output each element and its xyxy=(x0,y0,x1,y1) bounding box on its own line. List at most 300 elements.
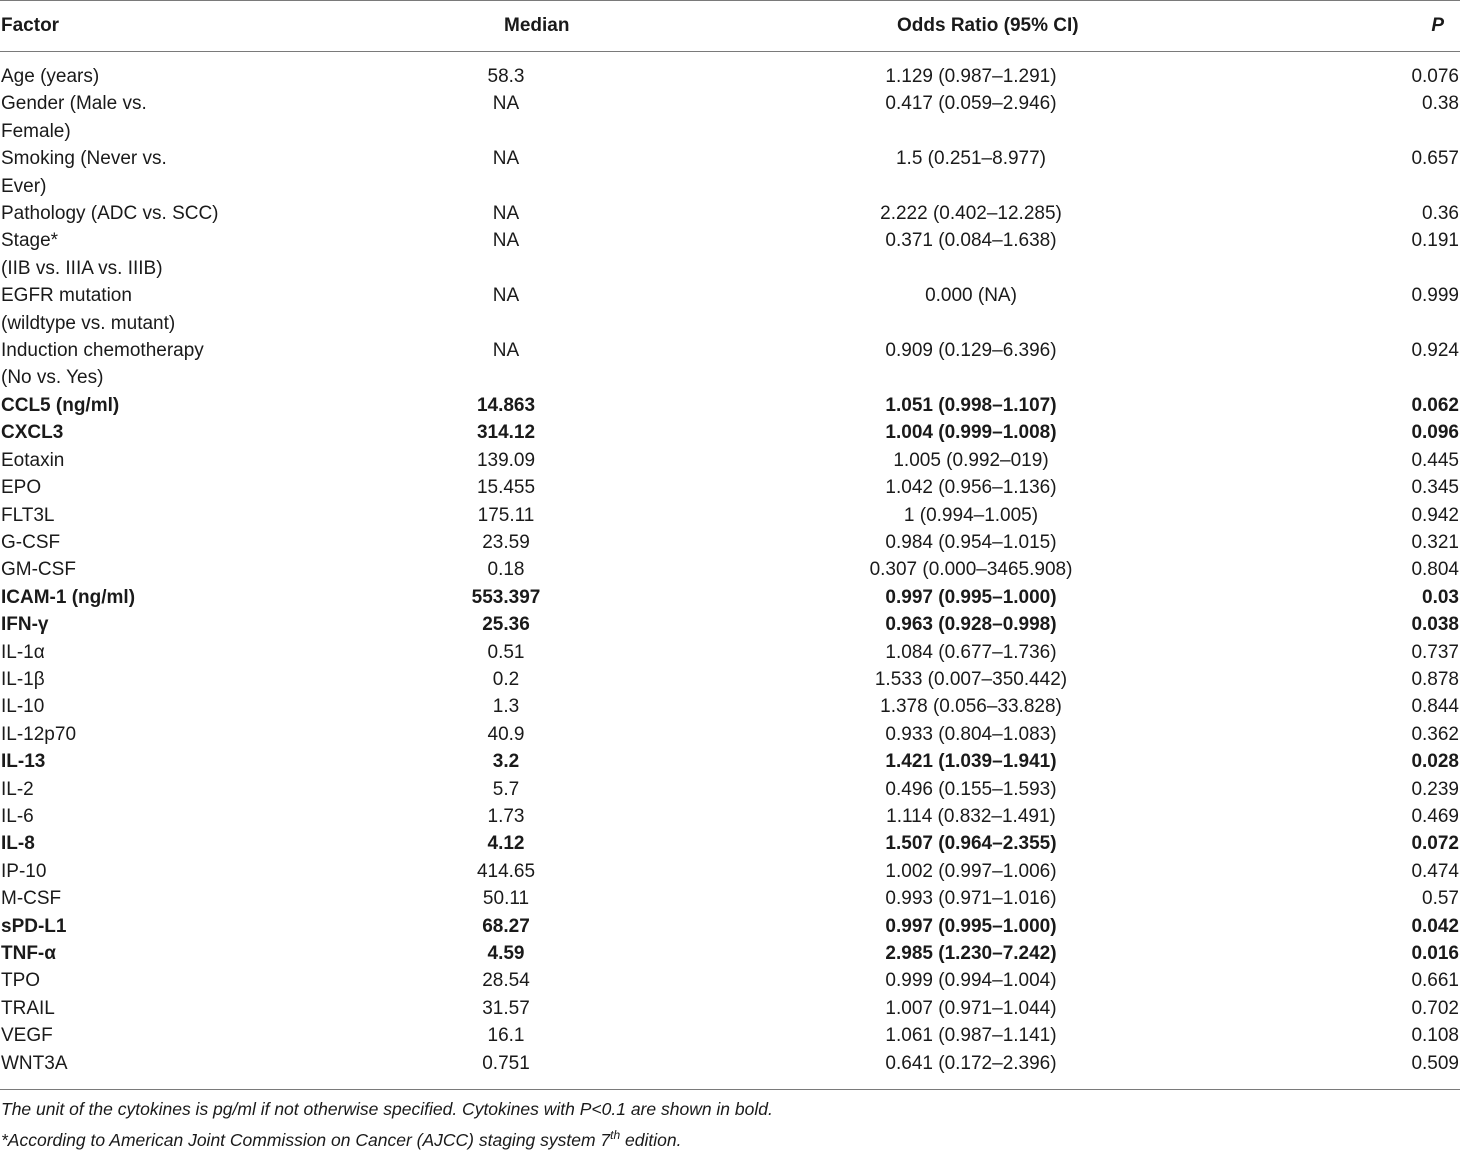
cell-p-value xyxy=(1185,913,1460,940)
cell-factor xyxy=(0,52,280,91)
cell-factor-text: IL-6 xyxy=(1,805,34,827)
table-row xyxy=(0,447,1460,474)
cell-median-text: NA xyxy=(492,285,520,307)
cell-factor xyxy=(0,693,280,720)
cell-odds-ratio-text: 0.997 (0.995–1.000) xyxy=(885,586,1057,608)
cell-odds-ratio xyxy=(800,776,1185,803)
cell-median xyxy=(280,639,800,666)
cell-median-text: 553.397 xyxy=(471,586,541,608)
cell-p-value-text: 0.062 xyxy=(1411,394,1459,416)
table-row xyxy=(0,776,1460,803)
cell-p-value xyxy=(1185,118,1460,145)
cell-factor-text: WNT3A xyxy=(1,1052,68,1074)
cell-median-text: 28.54 xyxy=(482,970,530,992)
cell-factor xyxy=(0,392,280,419)
cell-p-value xyxy=(1185,721,1460,748)
table-row xyxy=(0,858,1460,885)
cell-p-value xyxy=(1185,502,1460,529)
cell-p-value xyxy=(1185,337,1460,364)
cell-odds-ratio xyxy=(800,337,1185,364)
cell-factor xyxy=(0,913,280,940)
cell-p-value xyxy=(1185,447,1460,474)
cell-odds-ratio-text: 0.933 (0.804–1.083) xyxy=(885,723,1057,745)
cell-median-text: 15.455 xyxy=(476,477,536,499)
cell-p-value-text: 0.445 xyxy=(1411,449,1459,471)
cell-p-value xyxy=(1185,639,1460,666)
cell-odds-ratio-text: 1 (0.994–1.005) xyxy=(903,504,1039,526)
cell-median xyxy=(280,666,800,693)
cell-median xyxy=(280,967,800,994)
cell-p-value xyxy=(1185,419,1460,446)
cell-factor xyxy=(0,940,280,967)
table-row xyxy=(0,255,1460,282)
cell-odds-ratio-text: 1.004 (0.999–1.008) xyxy=(885,422,1057,444)
cell-odds-ratio-text: 1.005 (0.992–019) xyxy=(893,449,1049,471)
cell-odds-ratio-text: 0.999 (0.994–1.004) xyxy=(885,970,1057,992)
table-row xyxy=(0,310,1460,337)
cell-p-value-text: 0.999 xyxy=(1411,285,1459,307)
cell-median xyxy=(280,255,800,282)
cell-factor-text: G-CSF xyxy=(1,531,61,553)
cell-factor-text: Female) xyxy=(1,120,71,142)
cell-median xyxy=(280,885,800,912)
cell-p-value xyxy=(1185,967,1460,994)
table-row xyxy=(0,227,1460,254)
cell-factor-text: IL-10 xyxy=(1,696,45,718)
cell-p-value xyxy=(1185,255,1460,282)
cell-median-text: 68.27 xyxy=(482,915,530,937)
cell-factor-text: Stage* xyxy=(1,230,59,252)
cell-odds-ratio-text: 1.051 (0.998–1.107) xyxy=(885,394,1057,416)
cell-odds-ratio-text: 1.5 (0.251–8.977) xyxy=(895,148,1047,170)
cell-median-text: NA xyxy=(492,93,520,115)
cell-factor xyxy=(0,255,280,282)
cell-p-value xyxy=(1185,776,1460,803)
cell-median xyxy=(280,776,800,803)
table-row xyxy=(0,118,1460,145)
cell-median xyxy=(280,227,800,254)
cell-p-value-text: 0.076 xyxy=(1411,66,1459,87)
table-row xyxy=(0,173,1460,200)
cell-p-value-text: 0.321 xyxy=(1411,531,1459,553)
cell-factor xyxy=(0,364,280,391)
cell-median xyxy=(280,52,800,91)
cell-factor xyxy=(0,90,280,117)
cell-p-value xyxy=(1185,885,1460,912)
cell-p-value xyxy=(1185,830,1460,857)
cell-odds-ratio xyxy=(800,556,1185,583)
cell-factor-text: IL-13 xyxy=(1,751,46,773)
table-body xyxy=(0,52,1460,1078)
cell-median xyxy=(280,556,800,583)
cell-median-text: 0.18 xyxy=(487,559,525,581)
table-row xyxy=(0,913,1460,940)
cell-factor-text: IL-8 xyxy=(1,833,35,855)
cell-median-text: 25.36 xyxy=(482,614,530,636)
cell-median-text: 3.2 xyxy=(492,751,520,773)
cell-p-value xyxy=(1185,1050,1460,1077)
cell-median xyxy=(280,529,800,556)
cell-p-value xyxy=(1185,227,1460,254)
cell-odds-ratio xyxy=(800,721,1185,748)
cell-p-value xyxy=(1185,364,1460,391)
cell-factor-text: IL-12p70 xyxy=(1,723,77,745)
cell-median-text: NA xyxy=(492,203,520,225)
table-row xyxy=(0,364,1460,391)
cell-p-value-text: 0.474 xyxy=(1411,860,1459,882)
cell-factor-text: (No vs. Yes) xyxy=(1,367,104,389)
cell-median xyxy=(280,693,800,720)
cell-odds-ratio-text: 0.417 (0.059–2.946) xyxy=(885,93,1057,115)
cell-median-text: NA xyxy=(492,340,520,362)
cell-median xyxy=(280,337,800,364)
cell-factor xyxy=(0,1022,280,1049)
cell-factor-text: CCL5 (ng/ml) xyxy=(1,394,120,416)
cell-odds-ratio-text: 2.222 (0.402–12.285) xyxy=(880,203,1062,225)
cell-odds-ratio xyxy=(800,502,1185,529)
cell-factor-text: Induction chemotherapy xyxy=(1,340,204,362)
cell-factor xyxy=(0,556,280,583)
cell-median xyxy=(280,995,800,1022)
cell-median-text: NA xyxy=(492,148,520,170)
cell-p-value-text: 0.108 xyxy=(1411,1025,1459,1047)
cell-p-value-text: 0.016 xyxy=(1411,943,1459,964)
cell-median-text: 4.12 xyxy=(487,833,525,855)
cell-odds-ratio xyxy=(800,611,1185,638)
header-median: Median xyxy=(280,1,800,52)
cell-median xyxy=(280,474,800,501)
cell-odds-ratio-text: 1.378 (0.056–33.828) xyxy=(880,696,1062,718)
cell-odds-ratio-text: 2.985 (1.230–7.242) xyxy=(885,943,1057,964)
cell-median-text: 16.1 xyxy=(487,1025,525,1047)
cell-factor xyxy=(0,502,280,529)
cell-odds-ratio xyxy=(800,584,1185,611)
cell-factor-text: Smoking (Never vs. xyxy=(1,148,167,170)
cell-factor xyxy=(0,529,280,556)
cell-odds-ratio xyxy=(800,364,1185,391)
cell-factor-text: IL-1α xyxy=(1,641,45,663)
cell-factor xyxy=(0,1050,280,1077)
cell-odds-ratio xyxy=(800,227,1185,254)
cell-factor xyxy=(0,803,280,830)
cell-median-text: 50.11 xyxy=(482,888,530,910)
cell-p-value-text: 0.36 xyxy=(1422,203,1459,225)
cell-odds-ratio-text: 0.496 (0.155–1.593) xyxy=(885,778,1057,800)
cell-p-value xyxy=(1185,52,1460,91)
cell-median xyxy=(280,913,800,940)
cell-factor-text: Age (years) xyxy=(1,66,100,87)
cell-p-value-text: 0.57 xyxy=(1422,888,1459,910)
cell-odds-ratio-text: 1.007 (0.971–1.044) xyxy=(885,997,1057,1019)
cell-factor xyxy=(0,419,280,446)
cell-odds-ratio xyxy=(800,529,1185,556)
table-row xyxy=(0,392,1460,419)
cell-odds-ratio xyxy=(800,474,1185,501)
cell-odds-ratio-text: 0.963 (0.928–0.998) xyxy=(885,614,1057,636)
cell-factor xyxy=(0,967,280,994)
cell-median xyxy=(280,173,800,200)
table-row xyxy=(0,721,1460,748)
cell-p-value xyxy=(1185,529,1460,556)
cell-odds-ratio xyxy=(800,173,1185,200)
cell-factor xyxy=(0,830,280,857)
cell-p-value xyxy=(1185,200,1460,227)
cell-median-text: 1.73 xyxy=(487,805,525,827)
cell-p-value xyxy=(1185,474,1460,501)
cell-p-value-text: 0.469 xyxy=(1411,805,1459,827)
cell-median xyxy=(280,940,800,967)
table-row xyxy=(0,502,1460,529)
table-row xyxy=(0,995,1460,1022)
cell-p-value-text: 0.362 xyxy=(1411,723,1459,745)
cell-odds-ratio xyxy=(800,310,1185,337)
cell-factor xyxy=(0,666,280,693)
cell-odds-ratio xyxy=(800,858,1185,885)
cell-median-text: 0.2 xyxy=(492,668,520,690)
cell-p-value-text: 0.844 xyxy=(1411,696,1459,718)
cell-median xyxy=(280,282,800,309)
cell-median-text: 414.65 xyxy=(476,860,536,882)
cell-p-value-text: 0.878 xyxy=(1411,668,1459,690)
cell-odds-ratio xyxy=(800,830,1185,857)
cell-median-text: 14.863 xyxy=(476,394,536,416)
cell-median-text: 314.12 xyxy=(476,422,536,444)
cell-p-value-text: 0.38 xyxy=(1422,93,1459,115)
table-row xyxy=(0,90,1460,117)
cell-p-value-text: 0.03 xyxy=(1422,586,1459,608)
cell-factor xyxy=(0,145,280,172)
cell-factor-text: ICAM-1 (ng/ml) xyxy=(1,586,136,608)
table-row xyxy=(0,639,1460,666)
cell-factor-text: TPO xyxy=(1,970,41,992)
cell-median xyxy=(280,145,800,172)
cell-factor xyxy=(0,611,280,638)
cell-odds-ratio xyxy=(800,995,1185,1022)
cell-factor xyxy=(0,584,280,611)
cell-factor-text: Pathology (ADC vs. SCC) xyxy=(1,203,219,225)
cell-odds-ratio-text: 1.421 (1.039–1.941) xyxy=(885,751,1057,773)
cell-median xyxy=(280,310,800,337)
table-row xyxy=(0,748,1460,775)
cell-factor-text: IL-1β xyxy=(1,668,45,690)
header-p-value: P xyxy=(1185,1,1460,52)
table-row xyxy=(0,666,1460,693)
cell-odds-ratio-text: 1.507 (0.964–2.355) xyxy=(885,833,1057,855)
footnote-ajcc xyxy=(1,1122,681,1154)
cell-odds-ratio-text: 0.984 (0.954–1.015) xyxy=(885,531,1057,553)
cell-p-value xyxy=(1185,145,1460,172)
cell-median-text: 1.3 xyxy=(492,696,520,718)
cell-odds-ratio-text: 1.002 (0.997–1.006) xyxy=(885,860,1057,882)
table-row xyxy=(0,145,1460,172)
cell-median xyxy=(280,200,800,227)
cell-median xyxy=(280,803,800,830)
cell-odds-ratio-text: 0.997 (0.995–1.000) xyxy=(885,915,1057,937)
cell-median-text: 4.59 xyxy=(487,943,525,964)
header-factor: Factor xyxy=(0,1,280,52)
footnote-ajcc-superscript: th xyxy=(610,1128,621,1142)
cell-odds-ratio-text: 0.307 (0.000–3465.908) xyxy=(869,559,1073,581)
cell-factor xyxy=(0,474,280,501)
cell-median xyxy=(280,830,800,857)
cell-odds-ratio xyxy=(800,803,1185,830)
cell-p-value-text: 0.038 xyxy=(1411,614,1459,636)
cell-odds-ratio xyxy=(800,52,1185,91)
cell-factor-text: TRAIL xyxy=(1,997,55,1019)
cell-p-value-text: 0.096 xyxy=(1411,422,1459,444)
cell-p-value-text: 0.737 xyxy=(1411,641,1459,663)
cell-odds-ratio xyxy=(800,90,1185,117)
cell-factor xyxy=(0,310,280,337)
cell-odds-ratio-text: 1.533 (0.007–350.442) xyxy=(874,668,1068,690)
cell-factor-text: M-CSF xyxy=(1,888,62,910)
cell-median-text: 0.51 xyxy=(487,641,525,663)
cell-odds-ratio xyxy=(800,145,1185,172)
table-bottom-rule xyxy=(0,1089,1460,1090)
cell-median-text: NA xyxy=(492,230,520,252)
cell-factor xyxy=(0,447,280,474)
table-row xyxy=(0,803,1460,830)
cell-p-value xyxy=(1185,1022,1460,1049)
cell-median-text: 139.09 xyxy=(476,449,536,471)
cell-p-value xyxy=(1185,748,1460,775)
cell-factor xyxy=(0,858,280,885)
cell-odds-ratio xyxy=(800,282,1185,309)
cell-factor-text: (wildtype vs. mutant) xyxy=(1,312,176,334)
table-row xyxy=(0,1022,1460,1049)
cell-median xyxy=(280,721,800,748)
cell-median xyxy=(280,858,800,885)
cell-median xyxy=(280,502,800,529)
table-row xyxy=(0,967,1460,994)
cell-median xyxy=(280,118,800,145)
cell-factor-text: GM-CSF xyxy=(1,559,76,581)
cell-factor xyxy=(0,995,280,1022)
cell-factor-text: TNF-α xyxy=(1,943,56,964)
header-odds-ratio: Odds Ratio (95% CI) xyxy=(800,1,1185,52)
footnote-ajcc-end: edition. xyxy=(620,1129,682,1150)
cell-odds-ratio xyxy=(800,1022,1185,1049)
cell-p-value-text: 0.239 xyxy=(1411,778,1459,800)
cell-p-value xyxy=(1185,611,1460,638)
cell-factor-text: Gender (Male vs. xyxy=(1,93,147,115)
cell-odds-ratio-text: 0.000 (NA) xyxy=(925,285,1017,307)
table-row xyxy=(0,940,1460,967)
cell-odds-ratio xyxy=(800,885,1185,912)
cell-p-value xyxy=(1185,90,1460,117)
cell-p-value xyxy=(1185,995,1460,1022)
cell-odds-ratio xyxy=(800,748,1185,775)
table-row xyxy=(0,474,1460,501)
cell-factor xyxy=(0,282,280,309)
cell-factor xyxy=(0,885,280,912)
cell-p-value xyxy=(1185,173,1460,200)
cell-median-text: 31.57 xyxy=(482,997,530,1019)
cell-odds-ratio xyxy=(800,255,1185,282)
cell-p-value-text: 0.028 xyxy=(1411,751,1459,773)
cell-factor-text: (IIB vs. IIIA vs. IIIB) xyxy=(1,257,163,279)
cell-odds-ratio xyxy=(800,913,1185,940)
table-row xyxy=(0,282,1460,309)
cell-factor xyxy=(0,748,280,775)
cell-factor xyxy=(0,227,280,254)
cell-p-value xyxy=(1185,310,1460,337)
table-row xyxy=(0,556,1460,583)
cell-factor-text: IL-2 xyxy=(1,778,34,800)
cell-odds-ratio-text: 0.909 (0.129–6.396) xyxy=(885,340,1057,362)
cell-p-value-text: 0.042 xyxy=(1411,915,1459,937)
cell-p-value xyxy=(1185,282,1460,309)
table-row xyxy=(0,1050,1460,1077)
cell-odds-ratio-text: 1.114 (0.832–1.491) xyxy=(886,805,1056,827)
cell-odds-ratio-text: 1.061 (0.987–1.141) xyxy=(885,1025,1057,1047)
cell-median-text: 175.11 xyxy=(477,504,535,526)
cell-p-value xyxy=(1185,693,1460,720)
table-row xyxy=(0,200,1460,227)
table-row xyxy=(0,529,1460,556)
cell-odds-ratio xyxy=(800,392,1185,419)
cell-p-value-text: 0.804 xyxy=(1411,559,1459,581)
cell-factor-text: Ever) xyxy=(1,175,47,197)
cell-median xyxy=(280,611,800,638)
cell-p-value-text: 0.509 xyxy=(1411,1052,1459,1074)
footnote-units: The unit of the cytokines is pg/ml if not otherwise specified. Cytokines with P<0.1 are shown in bold. xyxy=(1,1099,773,1119)
cell-odds-ratio xyxy=(800,967,1185,994)
cell-median xyxy=(280,419,800,446)
cell-p-value-text: 0.702 xyxy=(1411,997,1459,1019)
table-row xyxy=(0,885,1460,912)
cell-odds-ratio-text: 0.993 (0.971–1.016) xyxy=(885,888,1057,910)
table-row xyxy=(0,52,1460,91)
cell-p-value xyxy=(1185,803,1460,830)
table-row xyxy=(0,611,1460,638)
cell-median-text: 23.59 xyxy=(482,531,530,553)
table-row xyxy=(0,584,1460,611)
cell-factor xyxy=(0,200,280,227)
cell-p-value xyxy=(1185,858,1460,885)
cell-odds-ratio-text: 0.371 (0.084–1.638) xyxy=(885,230,1057,252)
cell-median xyxy=(280,90,800,117)
cell-odds-ratio xyxy=(800,200,1185,227)
cell-median xyxy=(280,364,800,391)
cell-p-value xyxy=(1185,556,1460,583)
cell-median xyxy=(280,584,800,611)
cell-p-value-text: 0.657 xyxy=(1411,148,1459,170)
cell-p-value-text: 0.661 xyxy=(1411,970,1459,992)
cell-p-value-text: 0.942 xyxy=(1411,504,1459,526)
table-row xyxy=(0,419,1460,446)
cell-p-value-text: 0.924 xyxy=(1411,340,1459,362)
cell-median-text: 0.751 xyxy=(482,1052,530,1074)
cell-factor-text: FLT3L xyxy=(1,504,55,526)
cell-odds-ratio xyxy=(800,447,1185,474)
table-row xyxy=(0,337,1460,364)
cell-median xyxy=(280,392,800,419)
cell-median xyxy=(280,1050,800,1077)
cell-odds-ratio xyxy=(800,693,1185,720)
cell-p-value xyxy=(1185,940,1460,967)
cell-factor xyxy=(0,337,280,364)
footnote-ajcc-text: *According to American Joint Commission on Cancer (AJCC) staging system 7 xyxy=(1,1129,611,1150)
cell-factor-text: CXCL3 xyxy=(1,422,64,444)
cell-p-value-text: 0.191 xyxy=(1411,230,1459,252)
cell-factor-text: EPO xyxy=(1,477,42,499)
cell-factor xyxy=(0,118,280,145)
cell-odds-ratio xyxy=(800,940,1185,967)
cell-factor-text: VEGF xyxy=(1,1025,53,1047)
cell-odds-ratio xyxy=(800,1050,1185,1077)
cell-factor-text: Eotaxin xyxy=(1,449,65,471)
